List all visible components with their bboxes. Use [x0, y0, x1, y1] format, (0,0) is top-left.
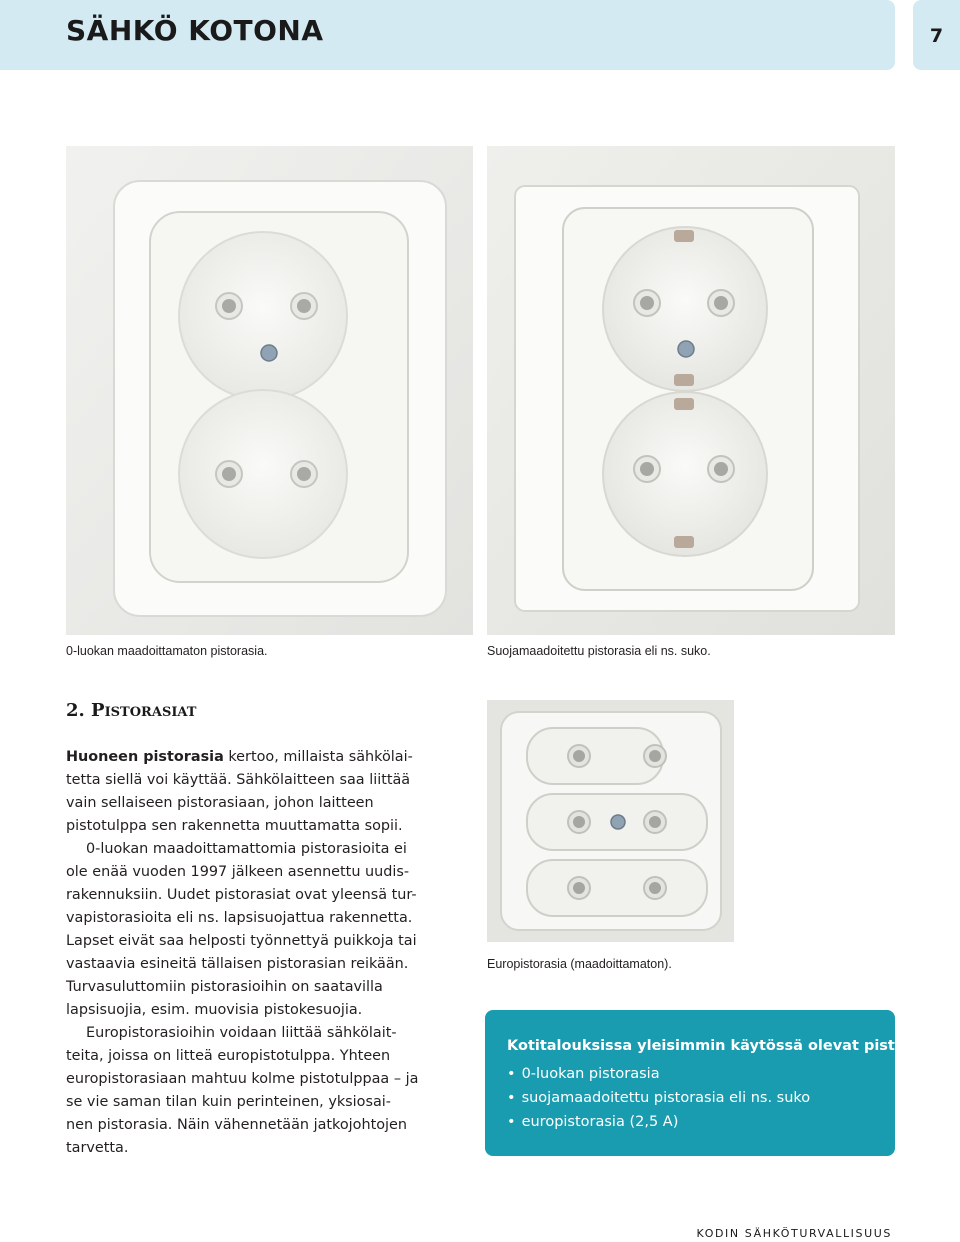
caption-euro: Europistorasia (maadoittamaton). — [487, 957, 672, 971]
body-line — [66, 746, 426, 769]
page-number: 7 — [929, 25, 944, 47]
caption-zero-class: 0-luokan maadoittamaton pistorasia. — [66, 644, 268, 658]
body-line: vapistorasioita eli ns. lapsisuojattua rakennetta. — [66, 910, 413, 926]
page-title: SÄHKÖ KOTONA — [66, 14, 324, 47]
photo-euro-socket — [487, 700, 734, 942]
body-text — [66, 746, 426, 1160]
body-line: 0-luokan maadoittamattomia pistorasioita ei — [86, 841, 407, 857]
footer-text: KODIN SÄHKÖTURVALLISUUS — [696, 1227, 892, 1240]
body-line: ole enää vuoden 1997 jälkeen asennettu uudis- — [66, 864, 410, 880]
body-line: tetta siellä voi käyttää. Sähkölaitteen saa liittää — [66, 772, 411, 788]
body-line: Lapset eivät saa helposti työnnettyä puikkoja tai — [66, 933, 417, 949]
info-box-item: • europistorasia (2,5 A) — [507, 1110, 810, 1134]
body-line: pistotulppa sen rakennetta muuttamatta sopii. — [66, 818, 403, 834]
photo-schuko-socket — [487, 146, 895, 635]
body-line: nen pistorasia. Näin vähennetään jatkojohtojen — [66, 1117, 408, 1133]
info-box-title: Kotitalouksissa yleisimmin käytössä olevat pistorasiat: — [507, 1038, 958, 1054]
body-line: vain sellaiseen pistorasiaan, johon laitteen — [66, 795, 374, 811]
body-line: europistorasiaan mahtuu kolme pistotulppaa – ja — [66, 1071, 419, 1087]
info-box — [485, 1010, 958, 1156]
info-box-item: • suojamaadoitettu pistorasia eli ns. suko — [507, 1086, 810, 1110]
info-box-list — [507, 1062, 810, 1134]
info-box-item: • 0-luokan pistorasia — [507, 1062, 810, 1086]
lead-rest: kertoo, millaista sähkölai- — [223, 749, 413, 765]
header-bar — [0, 0, 895, 70]
body-line: vastaavia esineitä tällaisen pistorasian reikään. — [66, 956, 409, 972]
body-line: Europistorasioihin voidaan liittää sähkölait- — [86, 1025, 397, 1041]
body-line: lapsisuojia, esim. muovisia pistokesuojia. — [66, 1002, 363, 1018]
lead-bold: Huoneen pistorasia — [66, 749, 224, 765]
body-line: se vie saman tilan kuin perinteinen, yksiosai- — [66, 1094, 391, 1110]
photo-zero-class-socket — [66, 146, 473, 635]
body-line: teita, joissa on litteä europistotulppa. Yhteen — [66, 1048, 391, 1064]
section-title: 2. Pistorasiat — [66, 700, 197, 721]
page-number-box — [913, 0, 960, 70]
body-line: tarvetta. — [66, 1140, 129, 1156]
body-line: Turvasuluttomiin pistorasioihin on saatavilla — [66, 979, 383, 995]
caption-schuko: Suojamaadoitettu pistorasia eli ns. suko. — [487, 644, 711, 658]
body-line: rakennuksiin. Uudet pistorasiat ovat yleensä tur- — [66, 887, 417, 903]
